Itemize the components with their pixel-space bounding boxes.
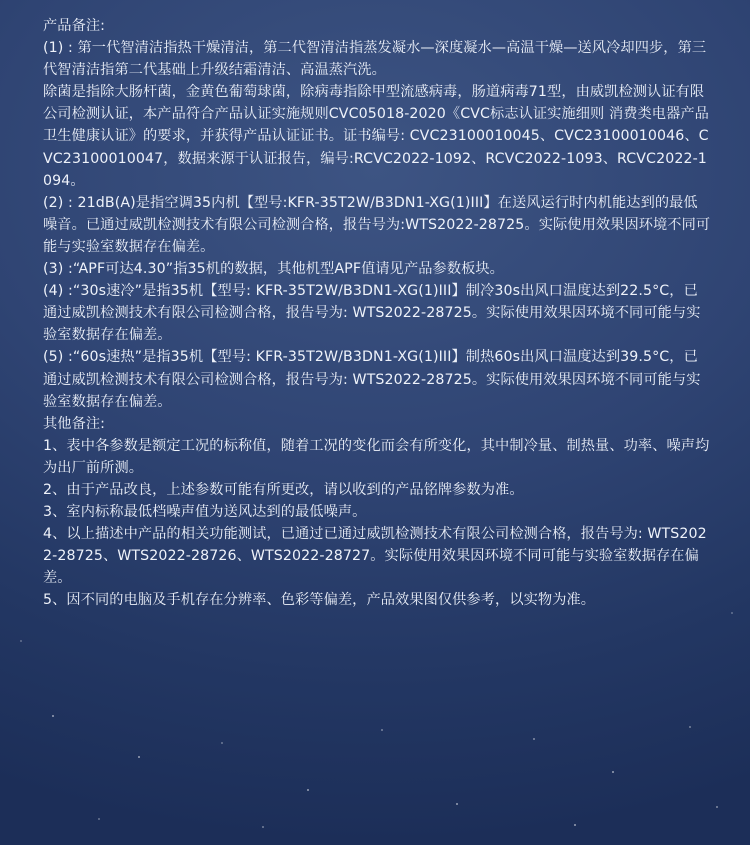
other-note-item: 4、以上描述中产品的相关功能测试，已通过已通过威凯检测技术有限公司检测合格，报告号为: WTS2022-28725、WTS2022-28726、WTS2022-28727。实际使用效果因环境不同可能与实验室数据存在偏差。 [43, 526, 707, 587]
product-note-item: (3) :“APF可达4.30”指35机的数据，其他机型APF值请见产品参数板块。 [43, 261, 504, 278]
star [731, 612, 733, 614]
product-note-item: (2) : 21dB(A)是指空调35内机【型号:KFR-35T2W/B3DN1-XG(1)III】在送风运行时内机能达到的最低噪音。已通过威凯检测技术有限公司检测合格，报告号为:WTS2022-28725。实际使用效果因环境不同可能与实验室数据存在偏差。 [43, 194, 711, 255]
star [20, 640, 22, 642]
product-note-item: (4) :“30s速冷”是指35机【型号: KFR-35T2W/B3DN1-XG(1)III】制冷30s出风口温度达到22.5°C，已通过威凯检测技术有限公司检测合格，报告号为: WTS2022-28725。实际使用效果因环境不同可能与实验室数据存在偏差。 [43, 283, 701, 344]
product-notes-heading: 产品备注: [43, 18, 106, 34]
notes-block [43, 15, 711, 612]
star [138, 756, 140, 758]
product-note-item: 除菌是指除大肠杆菌，金黄色葡萄球菌，除病毒指除甲型流感病毒，肠道病毒71型，由威凯检测认证有限公司检测认证，本产品符合产品认证实施规则CVC05018-2020《CVC标志认证实施细则 消费类电器产品卫生健康认证》的要求，并获得产品认证证书。证书编号: CVC23100010045、CVC23100010046、CVC23100010047，数据来源于认证报告，编号:RCVC2022-1092、RCVC2022-1093、RCVC2022-1094。 [43, 84, 709, 189]
star [533, 738, 535, 740]
other-note-item: 3、室内标称最低档噪声值为送风达到的最低噪声。 [43, 504, 367, 521]
star [262, 826, 264, 828]
star [221, 742, 223, 744]
star [456, 803, 458, 805]
other-note-item: 2、由于产品改良，上述参数可能有所更改，请以收到的产品铭牌参数为准。 [43, 481, 524, 498]
star [689, 726, 691, 728]
star [612, 771, 614, 773]
other-note-item: 5、因不同的电脑及手机存在分辨率、色彩等偏差，产品效果图仅供参考，以实物为准。 [43, 592, 596, 609]
product-note-item: (1) : 第一代智清洁指热干燥清洁，第二代智清洁指蒸发凝水—深度凝水—高温干燥—送风冷却四步，第三代智清洁指第二代基础上升级结霜清洁、高温蒸汽洗。 [43, 40, 707, 79]
star [98, 818, 100, 820]
other-notes-heading: 其他备注: [43, 415, 106, 432]
star [716, 806, 718, 808]
star [574, 824, 576, 826]
other-note-item: 1、表中各参数是额定工况的标称值，随着工况的变化而会有所变化，其中制冷量、制热量、功率、噪声均为出厂前所测。 [43, 437, 710, 476]
star [381, 729, 383, 731]
star [307, 789, 309, 791]
product-note-item: (5) :“60s速热”是指35机【型号: KFR-35T2W/B3DN1-XG(1)III】制热60s出风口温度达到39.5°C，已通过威凯检测技术有限公司检测合格，报告号为: WTS2022-28725。实际使用效果因环境不同可能与实验室数据存在偏差。 [43, 349, 701, 410]
star [52, 715, 54, 717]
